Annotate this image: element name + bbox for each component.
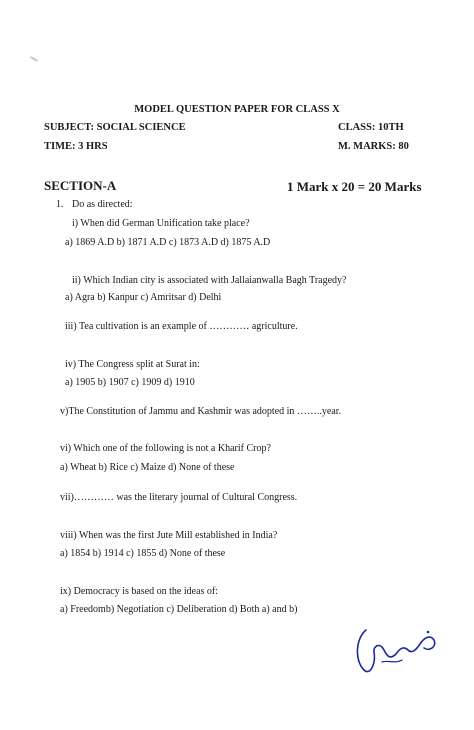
question-options: a) 1905 b) 1907 c) 1909 d) 1910 xyxy=(65,377,195,388)
subject-label: SUBJECT: SOCIAL SCIENCE xyxy=(44,122,186,133)
marks-label: M. MARKS: 80 xyxy=(338,141,409,152)
section-heading: SECTION-A xyxy=(44,178,117,193)
question-options: a) 1869 A.D b) 1871 A.D c) 1873 A.D d) 1875 A.D xyxy=(65,237,271,248)
scan-mark xyxy=(30,56,38,62)
question-text: viii) When was the first Jute Mill established in India? xyxy=(60,530,278,541)
question-options: a) Agra b) Kanpur c) Amritsar d) Delhi xyxy=(65,292,222,303)
question-options: a) 1854 b) 1914 c) 1855 d) None of these xyxy=(60,548,226,559)
time-label: TIME: 3 HRS xyxy=(44,141,108,152)
question-number: 1. xyxy=(56,199,64,210)
question-text: v)The Constitution of Jammu and Kashmir was adopted in ……..year. xyxy=(60,406,342,417)
section-marks: 1 Mark x 20 = 20 Marks xyxy=(287,179,422,194)
question-text: i) When did German Unification take place? xyxy=(72,218,250,229)
class-label: CLASS: 10TH xyxy=(338,122,404,133)
signature-icon xyxy=(352,620,442,680)
question-options: a) Freedomb) Negotiation c) Deliberation d) Both a) and b) xyxy=(60,604,298,615)
question-text: vii)………… was the literary journal of Cultural Congress. xyxy=(60,492,298,503)
question-text: iii) Tea cultivation is an example of ………… agriculture. xyxy=(65,321,298,332)
question-options: a) Wheat b) Rice c) Maize d) None of these xyxy=(60,462,235,473)
paper-title: MODEL QUESTION PAPER FOR CLASS X xyxy=(134,104,340,115)
question-text: vi) Which one of the following is not a Kharif Crop? xyxy=(60,443,271,454)
question-text: ix) Democracy is based on the ideas of: xyxy=(60,586,219,597)
question-text: ii) Which Indian city is associated with Jallaianwalla Bagh Tragedy? xyxy=(72,275,347,286)
instruction-text: Do as directed: xyxy=(72,199,133,210)
question-text: iv) The Congress split at Surat in: xyxy=(65,359,200,370)
